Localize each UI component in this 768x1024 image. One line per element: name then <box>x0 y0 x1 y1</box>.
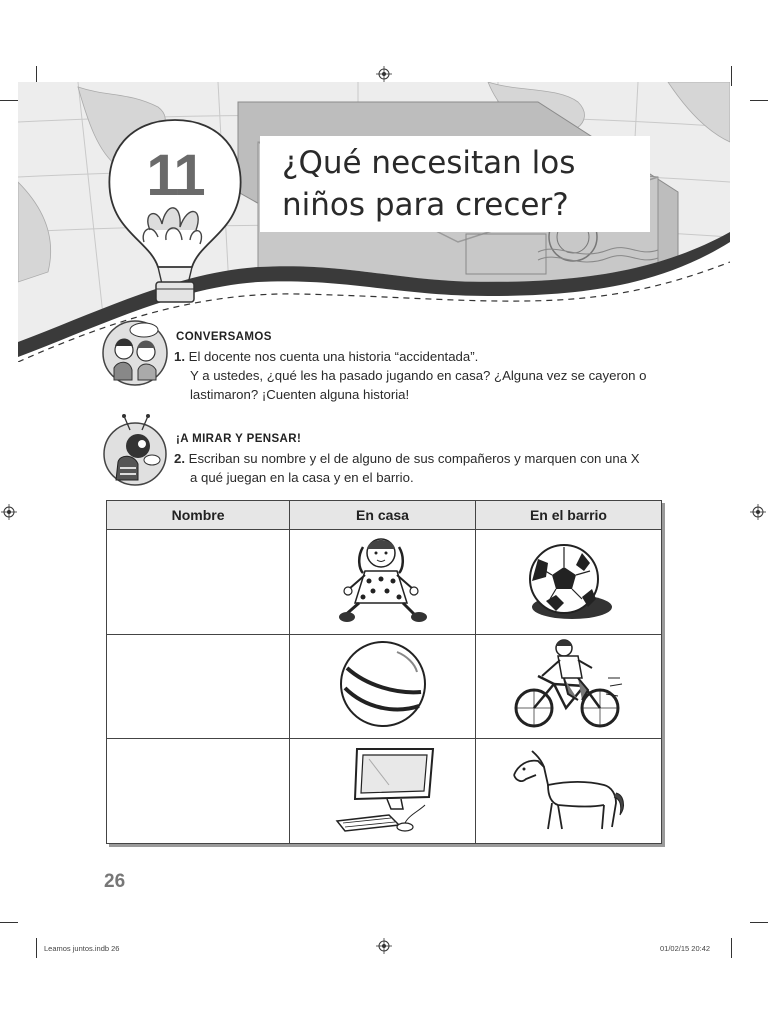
crop-mark <box>731 938 732 958</box>
computer-icon <box>329 745 437 833</box>
section1-line1: El docente nos cuenta una historia “accidentada”. <box>188 349 479 364</box>
horse-icon <box>508 745 628 833</box>
footer-timestamp: 01/02/15 20:42 <box>660 944 711 953</box>
section2-line2: a qué juegan en la casa y en el barrio. <box>190 470 414 485</box>
item-number: 1. <box>174 349 185 364</box>
crop-mark <box>0 100 18 101</box>
table-header-row <box>107 501 662 530</box>
doll-icon <box>333 533 433 625</box>
name-cell[interactable] <box>107 530 290 635</box>
crop-mark <box>36 938 37 958</box>
lesson-title: ¿Qué necesitan los niños para crecer? <box>282 145 576 223</box>
soccer-ball-icon <box>520 537 616 621</box>
section1-line3: lastimaron? ¡Cuenten alguna historia! <box>190 387 410 402</box>
section2-line1: Escriban su nombre y el de alguno de sus compañeros y marquen con una X <box>188 451 640 466</box>
crop-mark <box>731 66 732 86</box>
registration-mark-icon <box>1 504 17 520</box>
bicycle-icon <box>512 638 624 730</box>
crop-mark <box>750 100 768 101</box>
section-heading-a-mirar-y-pensar: ¡A MIRAR Y PENSAR! <box>176 433 302 445</box>
crop-mark <box>750 922 768 923</box>
section1-line2: Y a ustedes, ¿qué les ha pasado jugando en casa? ¿Alguna vez se cayeron o <box>190 368 647 383</box>
section1-text <box>174 347 694 404</box>
section2-text <box>174 449 694 487</box>
en-casa-cell[interactable] <box>290 634 476 739</box>
registration-mark-icon <box>376 938 392 954</box>
table-row <box>107 530 662 635</box>
activity-table <box>106 500 662 844</box>
section-heading-conversamos: CONVERSAMOS <box>176 331 272 343</box>
lesson-number: 11 <box>146 143 204 208</box>
en-barrio-cell[interactable] <box>475 530 661 635</box>
kids-talking-icon <box>100 320 170 386</box>
en-casa-cell[interactable] <box>290 530 476 635</box>
en-barrio-cell[interactable] <box>475 739 661 844</box>
bee-character-icon <box>100 414 170 486</box>
column-header-en-casa: En casa <box>290 501 476 530</box>
name-cell[interactable] <box>107 739 290 844</box>
name-cell[interactable] <box>107 634 290 739</box>
ball-icon <box>337 638 429 730</box>
item-number: 2. <box>174 451 185 466</box>
column-header-en-el-barrio: En el barrio <box>475 501 661 530</box>
en-barrio-cell[interactable] <box>475 634 661 739</box>
crop-mark <box>0 922 18 923</box>
registration-mark-icon <box>376 66 392 82</box>
column-header-nombre: Nombre <box>107 501 290 530</box>
footer-file-info: Leamos juntos.indb 26 <box>44 944 120 953</box>
registration-mark-icon <box>750 504 766 520</box>
table-row <box>107 739 662 844</box>
en-casa-cell[interactable] <box>290 739 476 844</box>
page-number: 26 <box>104 871 126 892</box>
table-row <box>107 634 662 739</box>
